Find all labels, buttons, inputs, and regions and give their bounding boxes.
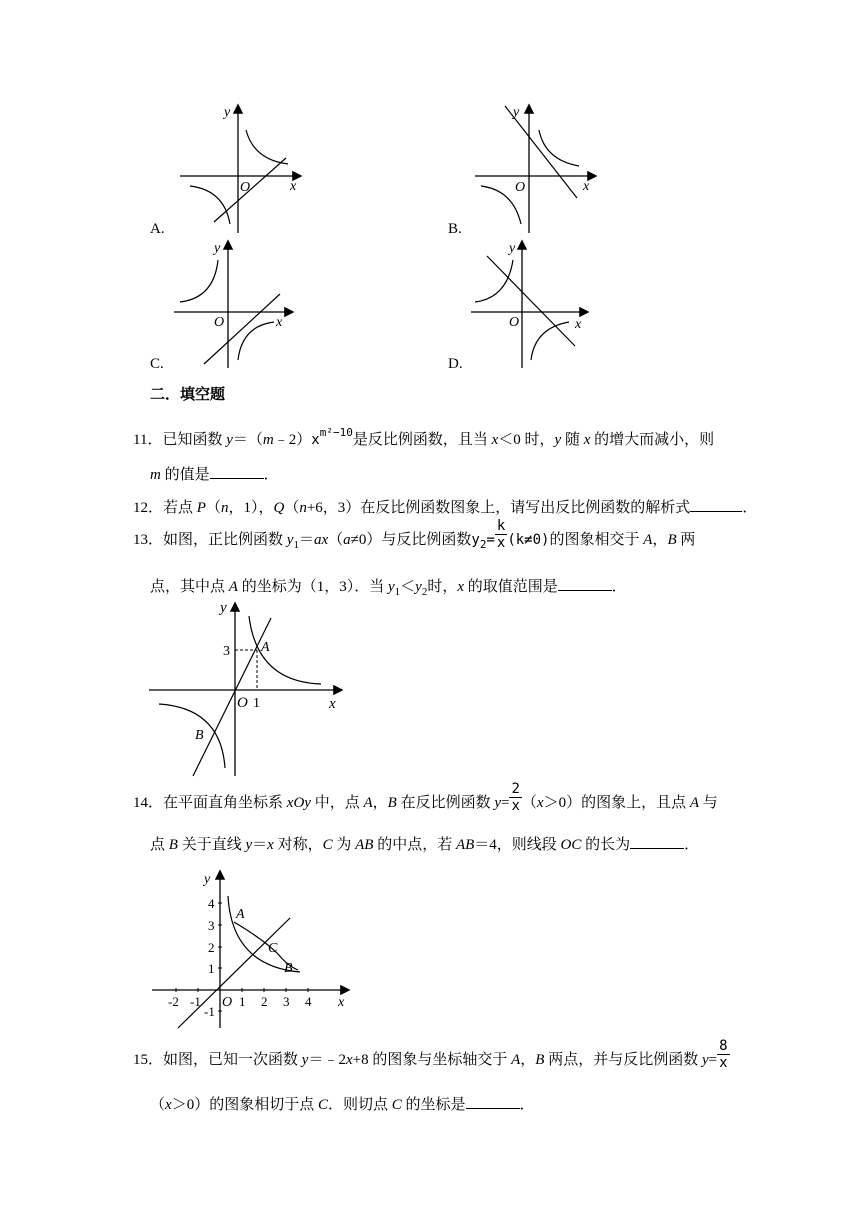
q15-text: ＝﹣2 — [308, 1052, 346, 1068]
question-11-line1 — [133, 423, 714, 450]
q13-var: a — [343, 532, 351, 548]
q14-text: 与 — [699, 795, 718, 811]
q14-text: 在反比例函数 — [396, 795, 495, 811]
q14-var: AB — [455, 837, 475, 853]
option-d-label: D. — [448, 356, 463, 372]
origin-label: O — [240, 180, 251, 195]
q11-text: 的值是 — [160, 467, 210, 483]
q14-text: 对称， — [273, 837, 323, 853]
section-heading: 二．填空题 — [150, 386, 226, 403]
question-12 — [133, 497, 757, 518]
q14-frac-num: 2 — [511, 781, 520, 798]
q14-frac-den: x — [511, 798, 520, 815]
option-a-label: A. — [150, 221, 165, 237]
q13-text: 的取值范围是 — [464, 579, 558, 595]
tick-3-label: 3 — [223, 644, 230, 659]
q13-fraction — [495, 518, 507, 551]
hyperbola-q4 — [531, 322, 569, 360]
q12-answer-blank[interactable] — [690, 497, 742, 512]
q15-var: B — [535, 1052, 545, 1068]
point-b-label: B — [195, 728, 204, 743]
q14-text: ． — [684, 837, 700, 853]
x-label: x — [290, 179, 297, 194]
q13-subscript: 1 — [293, 539, 299, 551]
q11-text: 的增大而减小，则 — [590, 432, 715, 448]
x-tick-label: 2 — [261, 994, 268, 1009]
q13-text: ， — [652, 532, 668, 548]
q11-text: 已知函数 — [162, 432, 227, 448]
x-tick-label: 4 — [305, 994, 312, 1009]
q11-answer-blank[interactable] — [210, 464, 264, 479]
q15-var: A — [511, 1052, 521, 1068]
q13-var: x — [457, 579, 464, 595]
x-tick-label: -2 — [168, 994, 179, 1009]
y-label: y — [204, 872, 211, 887]
q12-var: n — [299, 500, 307, 516]
q11-text: ＜0 时， — [498, 432, 555, 448]
q15-text: （ — [150, 1097, 166, 1113]
q11-power-base: x — [311, 432, 320, 448]
q13-formula: y — [471, 532, 480, 548]
q14-text: ＞0）的图象上，且点 — [543, 795, 690, 811]
q12-text: ． — [742, 500, 758, 516]
q13-text: （ — [328, 532, 344, 548]
q15-text: ．则切点 — [327, 1097, 392, 1113]
q15-var: x — [165, 1097, 172, 1113]
q13-frac-den: x — [496, 535, 506, 552]
y-tick-label: 1 — [208, 961, 215, 976]
q13-subscript: 1 — [394, 586, 401, 598]
q13-formula: = — [486, 532, 495, 548]
q15-text: +8 的图象与坐标轴交于 — [352, 1052, 512, 1068]
q12-var: n — [220, 500, 229, 516]
tick-1-label: 1 — [253, 696, 260, 711]
q12-text: +6，3）在反比例函数图象上，请写出反比例函数的解析式 — [306, 500, 691, 516]
point-b-label: B — [284, 961, 293, 976]
q14-var: x — [267, 837, 274, 853]
q14-var: A — [363, 795, 373, 811]
x-label: x — [329, 696, 336, 712]
hyperbola-q2 — [180, 260, 218, 302]
q13-answer-blank[interactable] — [558, 576, 612, 591]
q14-var: AB — [355, 837, 374, 853]
hyperbola-q3 — [159, 704, 225, 768]
q14-var: B — [387, 795, 397, 811]
q15-number: 15． — [133, 1052, 164, 1068]
x-tick-label: 1 — [239, 994, 246, 1009]
q14-fraction — [509, 781, 521, 814]
q12-text: ，1）， — [228, 500, 274, 516]
question-11-line2 — [150, 464, 279, 485]
question-14-line2 — [150, 834, 699, 855]
line-y-eq-x — [178, 918, 290, 1028]
q15-text: ， — [520, 1052, 536, 1068]
q11-var: y — [226, 432, 233, 448]
q14-var: C — [322, 837, 333, 853]
question-15-line1 — [133, 1038, 730, 1072]
x-label: x — [575, 317, 582, 332]
q13-text: 点，其中点 — [150, 579, 229, 595]
q14-var: x — [536, 795, 544, 811]
q15-text: ＞0）的图象相切于点 — [171, 1097, 318, 1113]
x-tick-label: 3 — [283, 994, 290, 1009]
option-c-graph — [170, 236, 310, 376]
q14-text: ＝4，则线段 — [474, 837, 561, 853]
question-14-line1 — [133, 781, 718, 815]
q14-text: ， — [372, 795, 388, 811]
q13-text: 的图象相交于 — [549, 532, 644, 548]
q15-frac-den: x — [719, 1055, 728, 1072]
q15-answer-blank[interactable] — [466, 1094, 520, 1109]
y-label: y — [513, 105, 520, 120]
x-label: x — [583, 179, 590, 194]
q13-formula: (k≠0) — [507, 532, 550, 548]
q12-text: （ — [205, 500, 221, 516]
q14-text: 为 — [332, 837, 356, 853]
hyperbola-q1 — [539, 130, 579, 166]
q15-text: = — [708, 1052, 718, 1068]
q12-text: （ — [284, 500, 300, 516]
option-d-graph — [465, 236, 605, 376]
q13-number: 13． — [133, 532, 164, 548]
q14-var: OC — [560, 837, 582, 853]
q11-text: ． — [263, 467, 279, 483]
q13-frac-num: k — [496, 518, 506, 535]
q15-var: C — [317, 1097, 328, 1113]
q14-text: （ — [521, 795, 537, 811]
hyperbola-q1 — [246, 130, 288, 164]
q15-text: 如图，已知一次函数 — [163, 1052, 302, 1068]
q15-text: 两点，并与反比例函数 — [544, 1052, 702, 1068]
y-label: y — [509, 241, 516, 256]
q14-answer-blank[interactable] — [630, 834, 684, 849]
q11-power-exponent: m²−10 — [319, 426, 353, 439]
q14-text: 点 — [150, 837, 169, 853]
q12-var: Q — [273, 500, 285, 516]
option-b-label: B. — [448, 221, 462, 237]
option-c-label: C. — [150, 356, 164, 372]
q13-var: y — [387, 579, 395, 595]
y-label: y — [224, 105, 231, 120]
q14-text: 的长为 — [581, 837, 631, 853]
q13-var: y — [415, 579, 422, 595]
q13-var: y — [286, 532, 294, 548]
q14-text: = — [501, 795, 510, 811]
q13-text: ≠0）与反比例函数 — [350, 532, 472, 548]
q11-var: x — [583, 432, 591, 448]
x-tick-label: -1 — [190, 994, 201, 1009]
y-label: y — [220, 600, 227, 616]
question-13-line1 — [133, 518, 696, 555]
origin-label: O — [214, 315, 225, 330]
q13-subscript: 2 — [421, 586, 428, 598]
q15-var: y — [301, 1052, 309, 1068]
origin-label: O — [222, 995, 233, 1010]
q12-text: 若点 — [163, 500, 197, 516]
option-a-graph — [170, 98, 310, 238]
origin-label: O — [515, 180, 526, 195]
q11-text: 是反比例函数，且当 — [352, 432, 492, 448]
q14-var: xOy — [286, 795, 311, 811]
x-label: x — [276, 315, 283, 330]
q11-var: x — [491, 432, 499, 448]
y-tick-label: 4 — [208, 896, 215, 911]
q15-var: C — [391, 1097, 402, 1113]
q14-var: B — [168, 837, 178, 853]
q14-text: 的中点，若 — [373, 837, 456, 853]
x-label: x — [338, 995, 345, 1010]
q15-frac-num: 8 — [719, 1038, 728, 1055]
hyperbola-q3 — [190, 186, 230, 224]
q14-text: 关于直线 — [177, 837, 246, 853]
question-15-line2 — [150, 1094, 535, 1115]
q14-var: y — [245, 837, 253, 853]
q14-text: ＝ — [252, 837, 268, 853]
line-graph — [487, 256, 575, 346]
q15-var: y — [701, 1052, 709, 1068]
q12-var: P — [196, 500, 206, 516]
q14-number: 14． — [133, 795, 164, 811]
point-a-label: A — [236, 907, 245, 922]
hyperbola-q2 — [475, 260, 513, 302]
option-b-graph — [465, 98, 605, 238]
q11-text: ﹣2） — [273, 432, 312, 448]
y-tick-label: 2 — [208, 940, 215, 955]
q13-subscript: 2 — [479, 538, 487, 551]
y-label: y — [214, 241, 221, 256]
q13-text: 时， — [427, 579, 458, 595]
q11-var: m — [262, 432, 274, 448]
q13-text: 如图，正比例函数 — [163, 532, 287, 548]
q13-text: ． — [611, 579, 627, 595]
y-tick-label: 3 — [208, 918, 215, 933]
point-c-label: C — [268, 941, 278, 956]
q15-text: ． — [519, 1097, 535, 1113]
q13-text: ＝ — [298, 532, 314, 548]
q13-var: A — [228, 579, 238, 595]
q14-text: 中，点 — [310, 795, 364, 811]
q13-text: 的坐标为（1，3）．当 — [237, 579, 388, 595]
origin-label: O — [237, 695, 248, 711]
q11-text: 随 — [561, 432, 584, 448]
q14-text: 在平面直角坐标系 — [163, 795, 287, 811]
q13-figure — [145, 598, 355, 780]
q15-fraction — [717, 1038, 729, 1071]
q11-text: ＝（ — [232, 432, 263, 448]
q14-figure — [148, 866, 358, 1032]
q12-number: 12． — [133, 500, 164, 516]
q11-var: y — [554, 432, 562, 448]
q15-var: x — [345, 1052, 353, 1068]
q11-var: m — [150, 467, 161, 483]
q13-var: A — [643, 532, 653, 548]
y-tick-label: -1 — [204, 1004, 215, 1019]
q15-text: 的坐标是 — [401, 1097, 466, 1113]
q11-number: 11． — [133, 432, 163, 448]
q13-var: B — [667, 532, 677, 548]
q13-text: 两 — [676, 532, 696, 548]
point-a-label: A — [261, 640, 270, 655]
origin-label: O — [509, 315, 520, 330]
q13-var: ax — [313, 532, 329, 548]
q13-text: ＜ — [400, 579, 416, 595]
hyperbola-q1 — [249, 616, 321, 684]
q14-var: A — [689, 795, 700, 811]
q14-var: y — [494, 795, 501, 811]
